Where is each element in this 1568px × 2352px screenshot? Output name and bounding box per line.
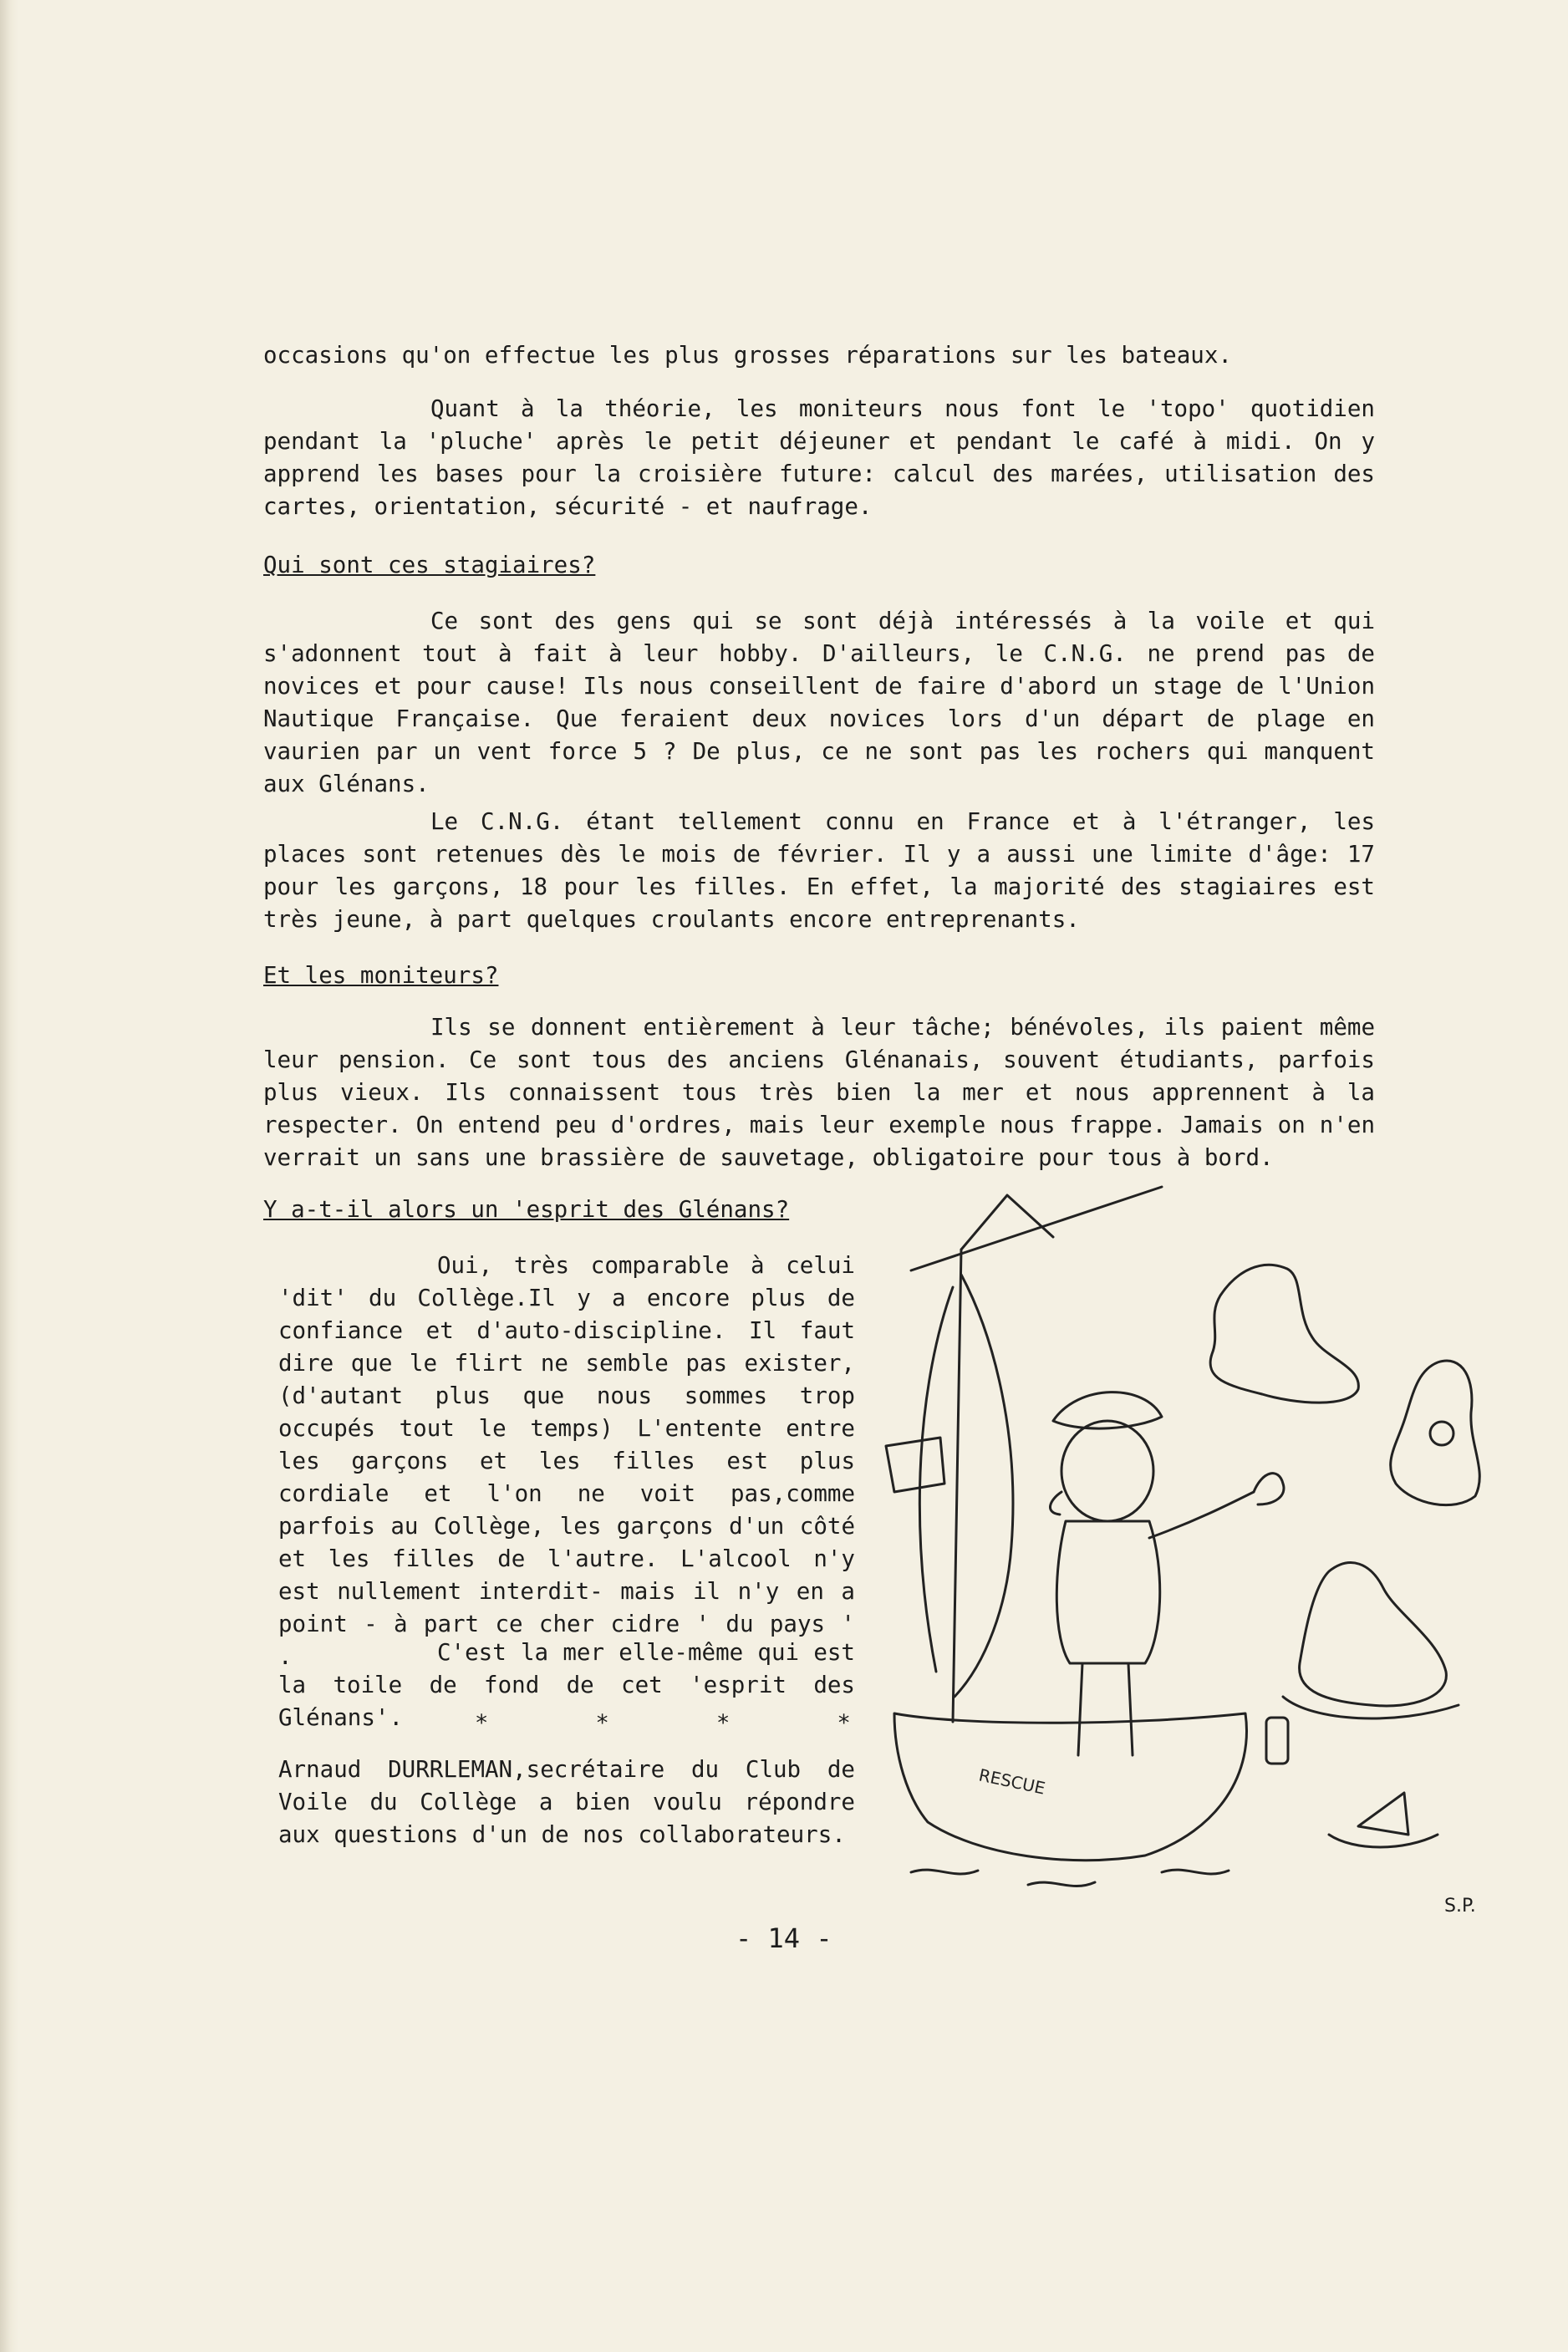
water-ripple (1283, 1697, 1459, 1718)
main-sail (955, 1275, 1013, 1697)
heading-esprit: Y a-t-il alors un 'esprit des Glénans? (263, 1196, 790, 1223)
rock-island-1 (1210, 1265, 1358, 1403)
paragraph-7: C'est la mer elle-même qui est la toile de fond de cet 'esprit des Glénans'. (278, 1639, 855, 1731)
jib-sail (919, 1287, 953, 1672)
top-flag (961, 1195, 1053, 1250)
patch (886, 1438, 944, 1492)
paragraph-2: Quant à la théorie, les moniteurs nous font le 'topo' quotidien pendant la 'pluche' après le petit déjeuner et pendant le café à midi. On y apprend les bases pour la croisière future: calcul des marées, utilisation des cartes, orientation, sécurité - et naufrage. (263, 395, 1375, 520)
paragraph-4: Le C.N.G. étant tellement connu en France et à l'étranger, les places sont retenues dès le mois de février. Il y a aussi une limite d'âge: 17 pour les garçons, 18 pour les filles. En effet, la majorité des stagiaires est très jeune, à part quelques croulants encore entreprenants. (263, 808, 1375, 933)
rock-island-3 (1300, 1563, 1447, 1706)
paragraph-3: Ce sont des gens qui se sont déjà intéressés à la voile et qui s'adonnent tout à fait à leur hobby. D'ailleurs, le C.N.G. ne prend pas de novices et pour cause! Ils nous conseillent de faire d'abord un stage de l'Union Nautique Française. Que feraient deux novices lors d'un départ de plage en vaurien par un vent force 5 ? De plus, ce ne sont pas les rochers qui manquent aux Glénans. (263, 608, 1375, 797)
rock-island-2 (1391, 1361, 1480, 1505)
sailor-boat-drawing (861, 1170, 1496, 1922)
boat-hull (894, 1713, 1247, 1861)
pipe (1050, 1492, 1061, 1515)
section-stars: * * * * (475, 1710, 898, 1736)
artist-signature: S.P. (1444, 1896, 1476, 1917)
sailor-hat (1053, 1392, 1162, 1428)
paragraph-6: Oui, très comparable à celui 'dit' du Collège.Il y a encore plus de confiance et d'auto-discipline. Il faut dire que le flirt ne semble pas exister, (d'autant plus que nous sommes trop occupés tout le temps) L'entente entre les garçons et les filles est plus cordiale et l'on ne voit pas,comme parfois au Collège, les garçons d'un côté et les filles de l'autre. L'alcool n'y est nullement interdit- mais il n'y en a point - à part ce cher cidre ' du pays ' . (278, 1252, 855, 1670)
sailor-body (1056, 1521, 1159, 1663)
paragraph-1: occasions qu'on effectue les plus grosses réparations sur les bateaux. (263, 342, 1232, 369)
hand-right (1254, 1474, 1284, 1504)
waves (911, 1870, 1229, 1886)
mast (953, 1250, 961, 1722)
yard (911, 1187, 1162, 1270)
paragraph-5: Ils se donnent entièrement à leur tâche; bénévoles, ils paient même leur pension. Ce sont tous des anciens Glénanais, souvent étudiants, parfois plus vieux. Ils connaissent tous très bien la mer et nous apprennent à la respecter. On entend peu d'ordres, mais leur exemple nous frappe. Jamais on n'en verrait un sans une brassière de sauvetage, obligatoire pour tous à bord. (263, 1014, 1375, 1171)
floating-bottle (1266, 1718, 1288, 1764)
paragraph-8: Arnaud DURRLEMAN,secrétaire du Club de Voile du Collège a bien voulu répondre aux questions d'un de nos collaborateurs. (278, 1756, 855, 1848)
heading-moniteurs: Et les moniteurs? (263, 962, 499, 989)
shark-fin (1358, 1793, 1408, 1835)
arm-right (1149, 1492, 1254, 1538)
boat-label: RESCUE (976, 1764, 1047, 1799)
fin-water (1329, 1835, 1438, 1847)
page-number: - 14 - (736, 1922, 832, 1954)
legs (1078, 1663, 1133, 1755)
cartoon-illustration (861, 1170, 1496, 1922)
binding-edge (0, 0, 18, 2352)
sailor-head (1061, 1421, 1153, 1521)
heading-stagiaires: Qui sont ces stagiaires? (263, 552, 596, 578)
rock-hole (1430, 1422, 1453, 1445)
